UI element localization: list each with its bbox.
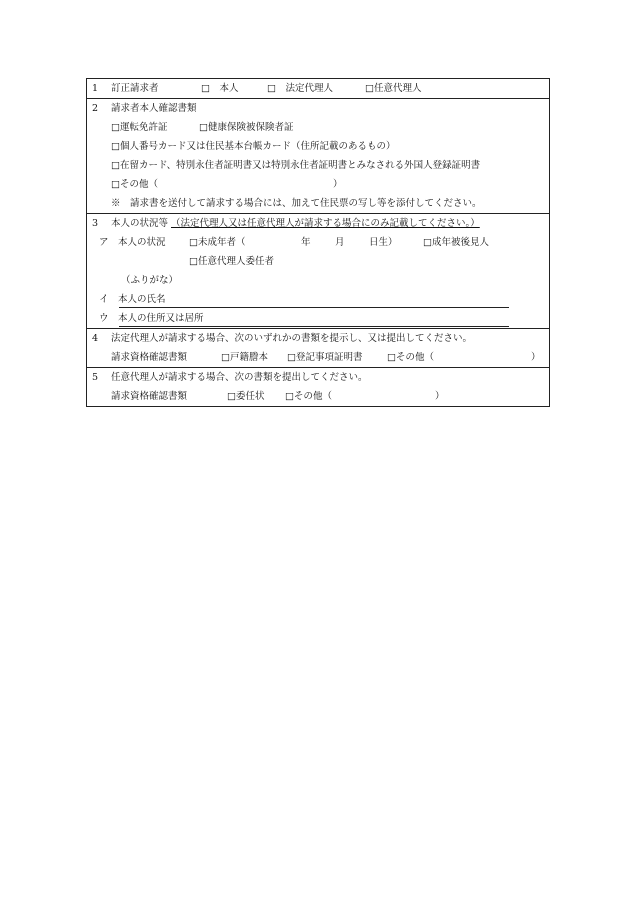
requester-voluntary-agent-checkbox[interactable]: □任意代理人: [365, 83, 422, 94]
section-number: 1: [92, 83, 99, 94]
furigana-row: [87, 271, 549, 290]
principal-name-label: イ 本人の氏名: [99, 294, 166, 305]
section-number: 2: [92, 103, 99, 114]
legal-agent-other-checkbox[interactable]: □その他（: [387, 352, 434, 363]
identity-row-license: [87, 118, 549, 137]
section-number: 3: [92, 218, 99, 229]
section-number: 4: [92, 333, 99, 344]
legal-agent-title: 法定代理人が請求する場合、次のいずれかの書類を提示し、又は提出してください。: [111, 333, 473, 344]
identity-title: 請求者本人確認書類: [111, 103, 197, 114]
identity-title-row: [87, 99, 549, 118]
requester-label: 訂正請求者: [111, 83, 159, 94]
birth-month-label: 月: [335, 237, 345, 248]
birth-year-label: 年: [301, 237, 311, 248]
legal-agent-docs-row: [87, 348, 549, 367]
section-principal-status: [87, 213, 549, 328]
birth-day-label: 日生）: [369, 237, 398, 248]
drivers-license-checkbox[interactable]: □運転免許証: [111, 122, 168, 133]
section-voluntary-agent-docs: [87, 367, 549, 406]
requester-legal-agent-checkbox[interactable]: □ 法定代理人: [267, 83, 333, 94]
section-requester: [87, 79, 549, 98]
voluntary-agent-other-checkbox[interactable]: □その他（: [285, 391, 332, 402]
mynumber-card-checkbox[interactable]: □個人番号カード又は住民基本台帳カード（住所記載のあるもの）: [111, 141, 396, 152]
legal-agent-doc-label: 請求資格確認書類: [111, 352, 188, 363]
status-a-label: ア 本人の状況: [99, 237, 166, 248]
identity-other-checkbox[interactable]: □その他（: [111, 179, 158, 190]
principal-name-field[interactable]: [119, 307, 509, 308]
voluntary-agent-other-close: ）: [435, 391, 445, 402]
identity-row-residence: [87, 156, 549, 175]
section-identity-documents: [87, 98, 549, 213]
principal-address-row: [87, 309, 549, 328]
minor-checkbox[interactable]: □未成年者（: [189, 237, 246, 248]
principal-name-row: [87, 290, 549, 309]
health-insurance-checkbox[interactable]: □健康保険被保険者証: [199, 122, 294, 133]
voluntary-agent-title-row: [87, 368, 549, 387]
voluntary-agent-doc-label: 請求資格確認書類: [111, 391, 188, 402]
voluntary-principal-checkbox[interactable]: □任意代理人委任者: [189, 256, 274, 267]
furigana-label: （ふりがな）: [121, 275, 179, 286]
requester-self-checkbox[interactable]: □ 本人: [201, 83, 239, 94]
power-of-attorney-checkbox[interactable]: □委任状: [227, 391, 265, 402]
registry-certificate-checkbox[interactable]: □登記事項証明書: [287, 352, 363, 363]
principal-address-field[interactable]: [119, 326, 509, 327]
residence-card-checkbox[interactable]: □在留カード、特別永住者証明書又は特別永住者証明書とみなされる外国人登録証明書: [111, 160, 481, 171]
legal-agent-other-close: ）: [531, 352, 541, 363]
identity-other-close: ）: [333, 179, 343, 190]
identity-note-row: [87, 194, 549, 213]
identity-row-mynumber: [87, 137, 549, 156]
status-title-note: （法定代理人又は任意代理人が請求する場合にのみ記載してください。）: [171, 218, 480, 229]
requester-row: [87, 79, 549, 98]
identity-note: ※ 請求書を送付して請求する場合には、加えて住民票の写し等を添付してください。: [111, 198, 482, 209]
status-a-row: [87, 233, 549, 252]
section-legal-agent-docs: [87, 328, 549, 367]
section-number: 5: [92, 372, 99, 383]
request-form-table: [86, 78, 550, 407]
voluntary-agent-title: 任意代理人が請求する場合、次の書類を提出してください。: [111, 372, 368, 383]
status-title: 本人の状況等: [111, 218, 169, 229]
identity-row-other: [87, 175, 549, 194]
legal-agent-title-row: [87, 329, 549, 348]
status-principal-row: [87, 252, 549, 271]
voluntary-agent-docs-row: [87, 387, 549, 406]
status-title-row: [87, 214, 549, 233]
koseki-checkbox[interactable]: □戸籍謄本: [221, 352, 268, 363]
adult-ward-checkbox[interactable]: □成年被後見人: [423, 237, 489, 248]
principal-address-label: ウ 本人の住所又は居所: [99, 313, 204, 324]
